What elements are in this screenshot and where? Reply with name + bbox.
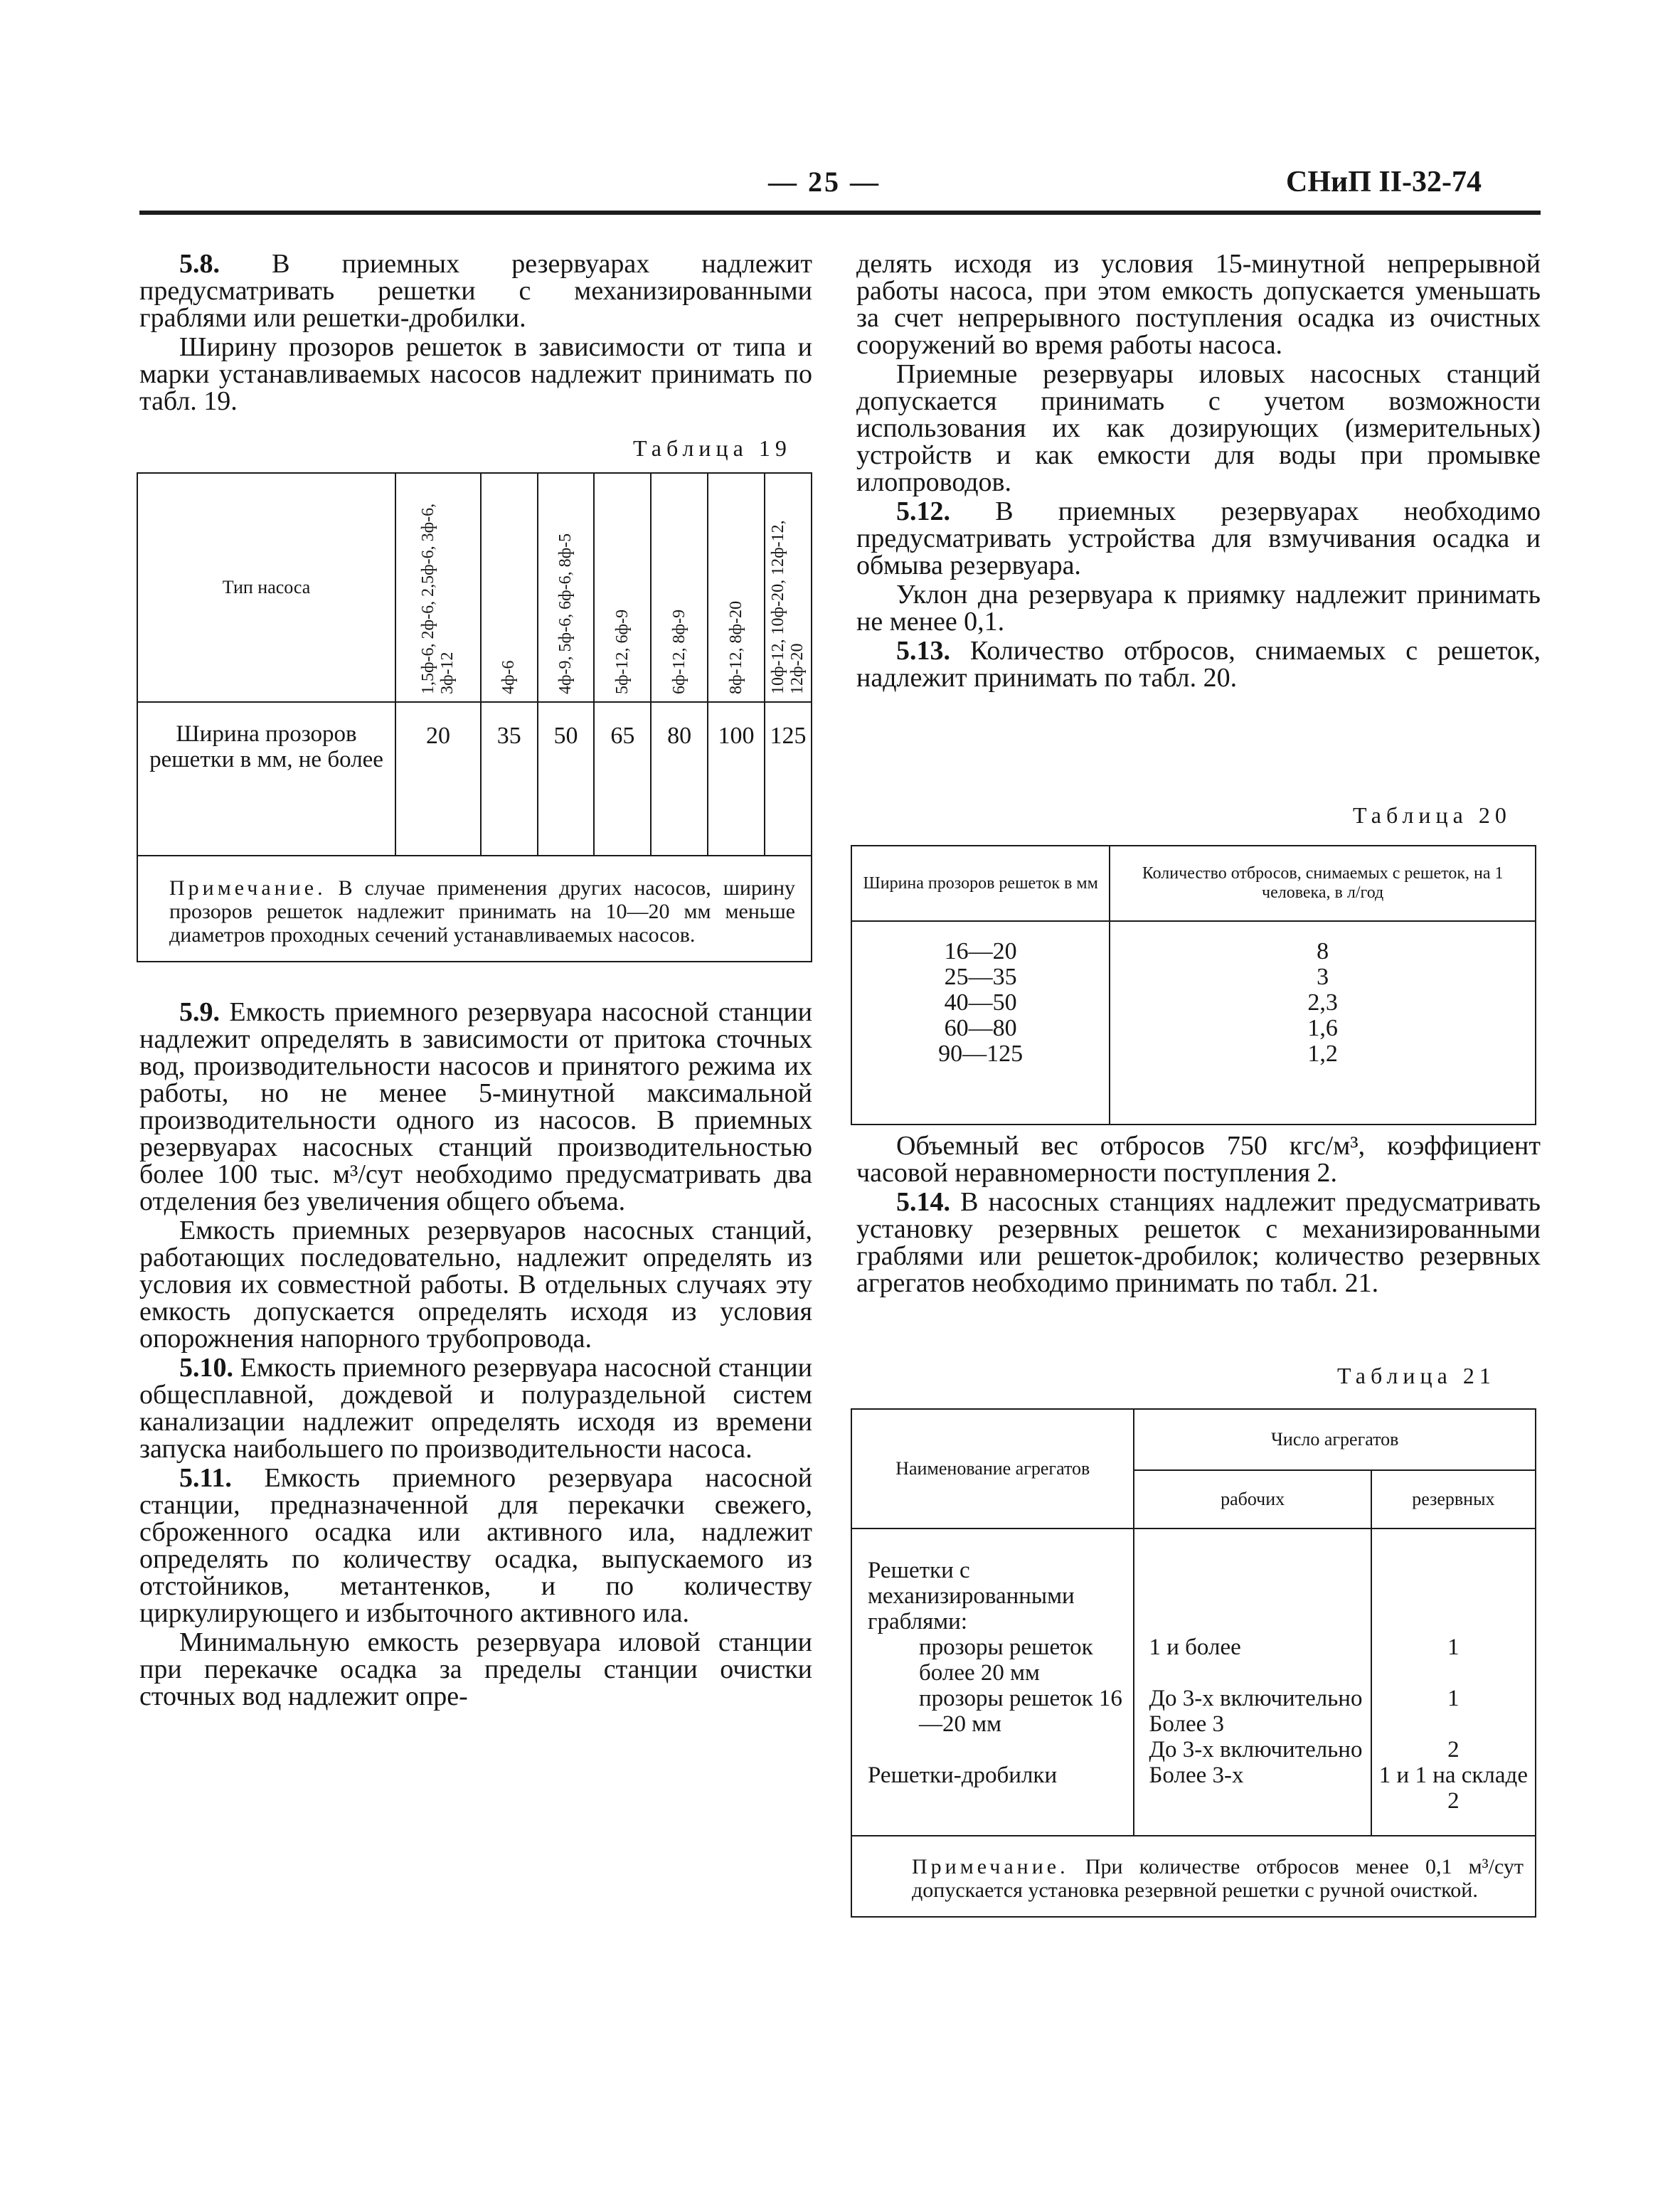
paragraph-text: Емкость приемного резервуара насосной станции, предназначенной для перекачки свежего, сброженного осадка или активного ила, надлежит определять по количеству осадка, выпускаемого из отстойников, метантенков, и по количеству циркулирующего и избыточного активного ила. (139, 1463, 812, 1628)
paragraph-5-11 (139, 1464, 812, 1627)
table-cell: 20 (395, 702, 481, 856)
table-21-working-header: рабочих (1134, 1470, 1371, 1529)
table-cell: 60—80 (944, 1015, 1017, 1041)
paragraph-5-12 (856, 498, 1541, 579)
note-label: Примечание. (912, 1855, 1069, 1878)
table-cell: 2 (1447, 1737, 1460, 1763)
right-column-top (856, 250, 1541, 691)
clause-number: 5.12. (896, 496, 950, 526)
note-text: В случае применения других насосов, ширину прозоров решеток надлежит принимать на 10—20 мм меньше диаметров проходных сечений устанавливаемых насосов. (169, 876, 796, 947)
table-cell: 125 (765, 702, 812, 856)
pump-type-header: 4ф-6 (481, 473, 538, 702)
page-number: — 25 — (768, 166, 881, 198)
table-cell: 2,3 (1307, 989, 1338, 1016)
paragraph-text: В приемных резервуарах необходимо предусматривать устройства для взмучивания осадка и обмыва резервуара. (856, 496, 1541, 580)
table-cell: 1 (1447, 1686, 1460, 1711)
paragraph-continuation: делять исходя из условия 15-минутной непрерывной работы насоса, при этом емкость допускается уменьшать за счет непрерывного поступления осадка из очистных сооружений во время работы насоса. (856, 249, 1541, 360)
left-column-top (139, 250, 812, 415)
paragraph-slope: Уклон дна резервуара к приямку надлежит принимать не менее 0,1. (856, 580, 1541, 637)
table-cell: До 3-х включительно (1149, 1737, 1363, 1763)
table-21 (851, 1408, 1536, 1918)
clause-number: 5.8. (179, 249, 220, 279)
pump-type-header: 5ф-12, 6ф-9 (594, 473, 651, 702)
table-cell: 1 (1447, 1634, 1460, 1660)
table-cell: 8 (1317, 938, 1329, 964)
paragraph-5-10 (139, 1354, 812, 1462)
paragraph-text: Емкость приемного резервуара насосной станции общесплавной, дождевой и полураздельной систем канализации надлежит определять исходя из времени запуска наибольшего по производительности насоса. (139, 1353, 812, 1464)
table-20-width-header: Ширина прозоров решеток в мм (851, 846, 1110, 921)
paragraph-text: Количество отбросов, снимаемых с решеток, надлежит принимать по табл. 20. (856, 636, 1541, 693)
document-code: СНиП II-32-74 (1286, 166, 1482, 198)
note-text: При количестве отбросов менее 0,1 м³/сут допускается установка резервной решетки с ручной очисткой. (912, 1855, 1524, 1902)
pump-type-header: 8ф-12, 8ф-20 (708, 473, 765, 702)
right-column-middle (856, 1132, 1541, 1297)
table-19-row-label: Ширина прозоров решетки в мм, не более (137, 702, 395, 856)
table-21-names (851, 1529, 1134, 1836)
table-cell: 80 (651, 702, 708, 856)
table-cell: 90—125 (938, 1041, 1024, 1067)
table-19 (137, 472, 812, 962)
table-cell: прозоры решеток более 20 мм (919, 1634, 1093, 1686)
table-20-caption: Таблица 20 (1353, 802, 1511, 828)
table-21-count-header: Число агрегатов (1134, 1409, 1536, 1470)
table-row (137, 702, 812, 856)
pump-type-header: 10ф-12, 10ф-20, 12ф-12, 12ф-20 (765, 473, 812, 702)
clause-number: 5.14. (896, 1187, 950, 1217)
table-cell: 40—50 (944, 989, 1017, 1016)
paragraph-5-14 (856, 1189, 1541, 1297)
table-21-reserve-header: резервных (1371, 1470, 1536, 1529)
left-column-bottom (139, 999, 812, 1710)
table-cell: 35 (481, 702, 538, 856)
table-cell: 65 (594, 702, 651, 856)
table-row (851, 1529, 1536, 1836)
table-cell: 1 и 1 на складе (1378, 1763, 1528, 1788)
paragraph-text: В приемных резервуарах надлежит предусматривать решетки с механизированными граблями или решетки-дробилки. (139, 249, 812, 333)
table-20-amount-header: Количество отбросов, снимаемых с решеток, на 1 человека, в л/год (1110, 846, 1536, 921)
clause-number: 5.13. (896, 636, 950, 666)
clause-number: 5.9. (179, 997, 220, 1027)
table-cell: 50 (538, 702, 595, 856)
table-cell: 2 (1447, 1788, 1460, 1814)
table-19-type-header: Тип насоса (137, 473, 395, 702)
paragraph-5-8 (139, 250, 812, 331)
table-19-note (137, 856, 812, 962)
table-20-widths (851, 921, 1110, 1125)
paragraph-text: В насосных станциях надлежит предусматривать установку резервных решеток с механизированными граблями или решеток-дробилок; количество резервных агрегатов необходимо принимать по табл. 21. (856, 1187, 1541, 1298)
table-20-amounts (1110, 921, 1536, 1125)
clause-number: 5.10. (179, 1353, 233, 1383)
table-cell: 16—20 (944, 938, 1017, 964)
table-group-label: Решетки с механизированными граблями: (868, 1558, 1075, 1634)
paragraph-sequential-tanks: Емкость приемных резервуаров насосных станций, работающих последовательно, надлежит определять из условия их совместной работы. В отдельных случаях эту емкость допускается определять исходя из условия опорожнения напорного трубопровода. (139, 1216, 812, 1354)
paragraph-slot-width: Ширину прозоров решеток в зависимости от типа и марки устанавливаемых насосов надлежит принимать по табл. 19. (139, 332, 812, 416)
header-rule (139, 211, 1541, 215)
paragraph-min-capacity: Минимальную емкость резервуара иловой станции при перекачке осадка за пределы станции очистки сточных вод надлежит опре- (139, 1627, 812, 1711)
paragraph-text: Емкость приемного резервуара насосной станции надлежит определять в зависимости от притока сточных вод, производительности насосов и принятого режима их работы, но не менее 5-минутной максимальной производительности одного из насосов. В приемных резервуарах насосных станций производительностью более 100 тыс. м³/сут необходимо предусматривать два отделения без увеличения общего объема. (139, 997, 812, 1216)
table-cell: 100 (708, 702, 765, 856)
table-cell: 1,6 (1307, 1015, 1338, 1041)
table-19-caption: Таблица 19 (633, 435, 792, 461)
paragraph-sludge-tanks: Приемные резервуары иловых насосных станций допускается принимать с учетом возможности использования их как дозирующих (измерительных) устройств и как емкости для воды при промывке илопроводов. (856, 359, 1541, 497)
table-group-label: Решетки-дробилки (868, 1763, 1058, 1788)
table-21-caption: Таблица 21 (1337, 1363, 1496, 1388)
table-21-working (1134, 1529, 1371, 1836)
paragraph-5-13 (856, 637, 1541, 691)
table-row (851, 921, 1536, 1125)
table-21-name-header: Наименование агрегатов (851, 1409, 1134, 1529)
table-cell: прозоры решеток 16—20 мм (919, 1686, 1122, 1737)
table-21-note (851, 1836, 1536, 1917)
table-cell: 1,2 (1307, 1041, 1338, 1067)
table-20 (851, 845, 1536, 1125)
pump-type-header: 4ф-9, 5ф-6, 6ф-6, 8ф-5 (538, 473, 595, 702)
table-cell: Более 3-х (1149, 1763, 1244, 1788)
clause-number: 5.11. (179, 1463, 232, 1493)
table-cell: 25—35 (944, 964, 1017, 990)
paragraph-volume-weight: Объемный вес отбросов 750 кгс/м³, коэффициент часовой неравномерности поступления 2. (856, 1131, 1541, 1188)
note-label: Примечание. (169, 876, 326, 900)
table-cell: 1 и более (1149, 1634, 1241, 1660)
table-cell: 3 (1317, 964, 1329, 990)
table-cell: Более 3 (1149, 1711, 1225, 1737)
paragraph-5-9 (139, 999, 812, 1215)
pump-type-header: 6ф-12, 8ф-9 (651, 473, 708, 702)
table-21-reserve (1371, 1529, 1536, 1836)
pump-type-header: 1,5ф-6, 2ф-6, 2,5ф-6, 3ф-6, 3ф-12 (395, 473, 481, 702)
table-cell: До 3-х включительно (1149, 1686, 1363, 1711)
